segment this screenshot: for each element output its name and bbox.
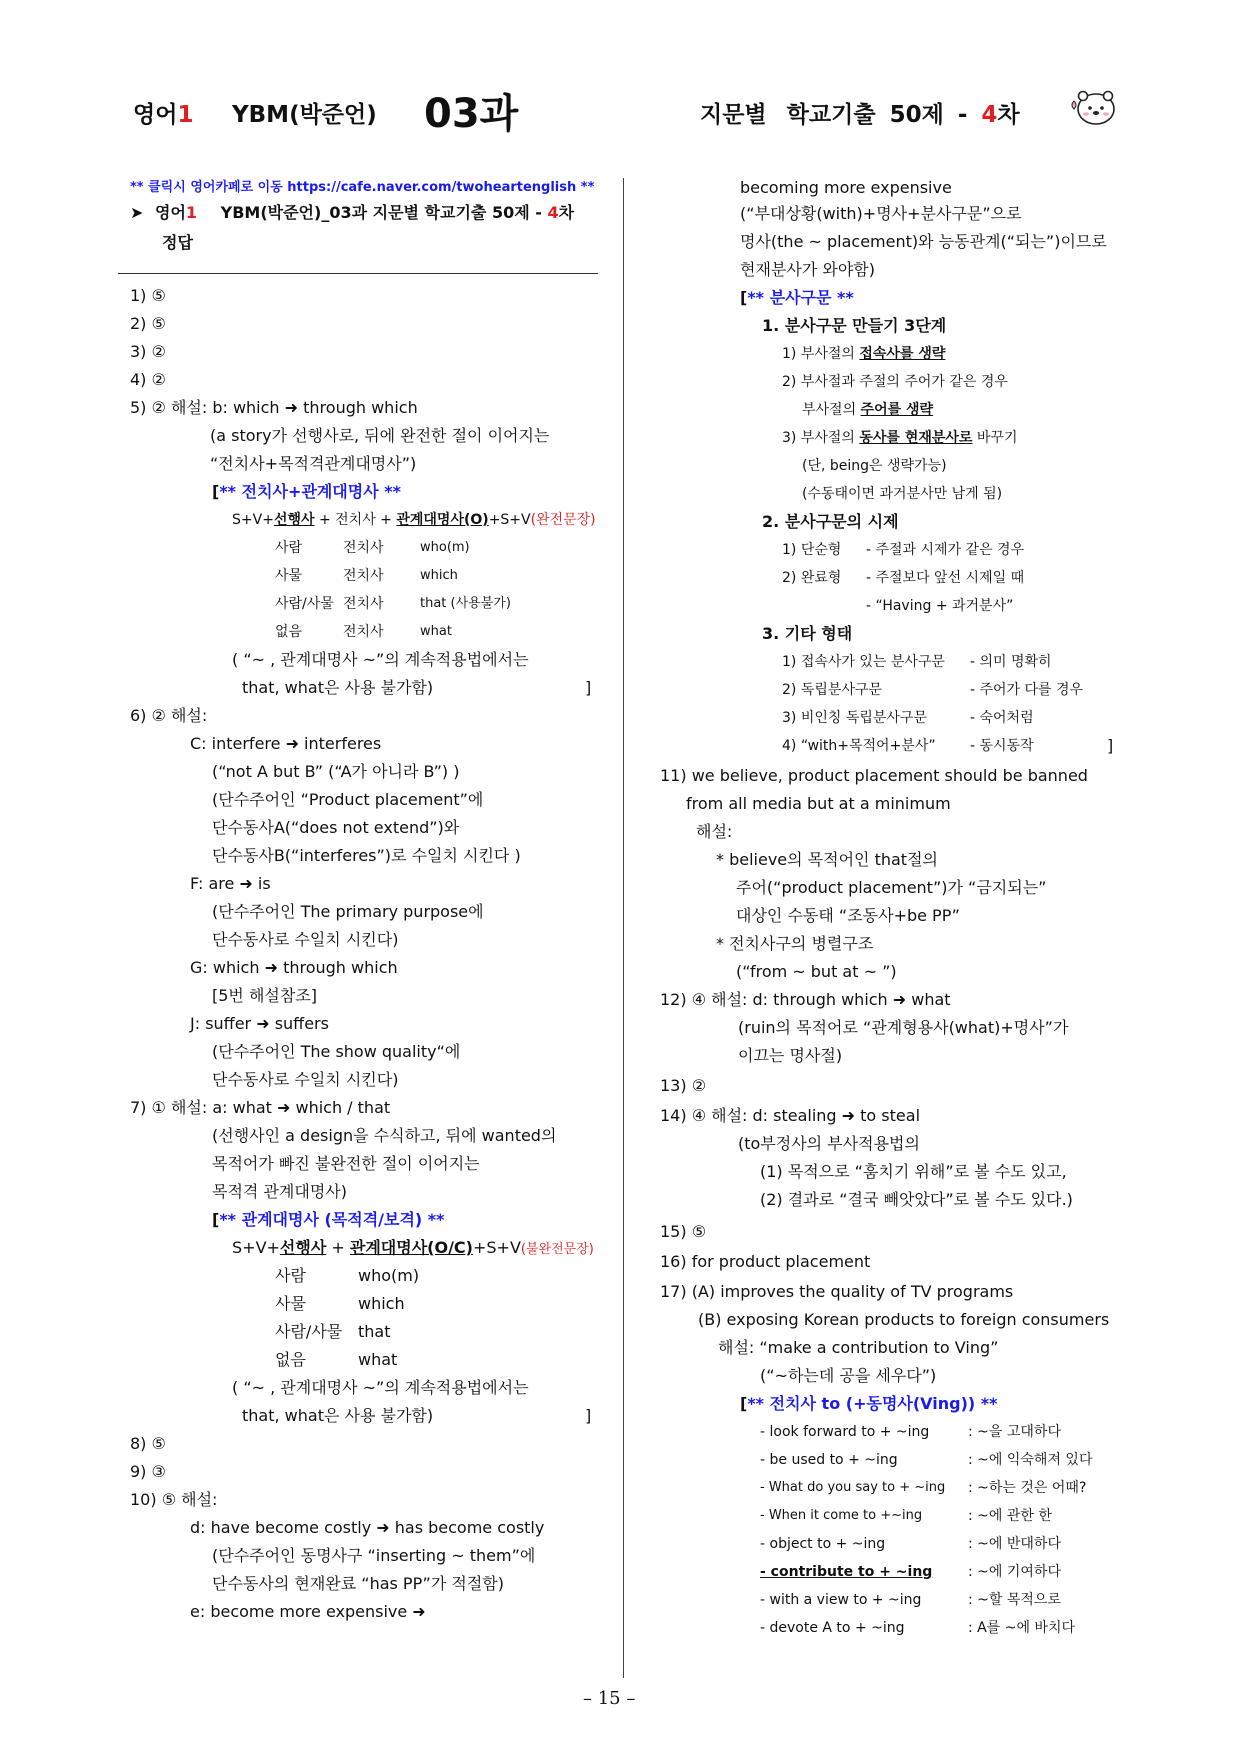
answer-11: 11) we believe, product placement should be banned: [660, 766, 1088, 785]
round-num: 4: [981, 102, 998, 128]
table-cell: who(m): [420, 540, 470, 555]
column-divider: [623, 178, 624, 1678]
phrase-item: - look forward to + ~ing: [760, 1424, 930, 1440]
form-item: 3) 비인칭 독립분사구문: [782, 710, 927, 726]
bear-mascot-icon: [1070, 84, 1118, 132]
answer-14-note: (to부정사의 부사적용법의: [738, 1134, 920, 1153]
section-heading: 3. 기타 형태: [762, 624, 853, 643]
formula-antecedent: 선행사: [279, 1238, 327, 1257]
tense-desc: - 주절보다 앞선 시제일 때: [866, 570, 1025, 586]
answer-14-note: (2) 결과로 “결국 빼앗았다”로 볼 수도 있다.): [760, 1190, 1073, 1209]
box-participle: [740, 284, 854, 312]
box-title: ** 전치사 to (+동명사(Ving)) **: [747, 1394, 998, 1413]
box-bracket-close: ]: [1107, 736, 1114, 755]
formula-note: (완전문장): [530, 512, 596, 528]
phrase-meaning: : ~하는 것은 어때?: [968, 1480, 1087, 1496]
answer-3: 3) ②: [130, 342, 166, 361]
answer-11-label: 해설:: [696, 822, 733, 841]
table-cell: that: [358, 1322, 391, 1341]
table-cell: which: [358, 1294, 405, 1313]
box-relative-pronoun-obj: [212, 1206, 445, 1234]
answer-2: 2) ⑤: [130, 314, 166, 333]
box-prep-to: [740, 1390, 998, 1418]
form-item: 4) “with+목적어+분사”: [782, 738, 936, 754]
answer-6-c-note: (“not A but B” (“A가 아니라 B”) ): [212, 762, 460, 781]
answer-11-note: * believe의 목적어인 that절의: [716, 850, 938, 869]
answer-10-d-note: (단수주어인 동명사구 “inserting ~ them”에: [212, 1546, 536, 1565]
table-cell: 사물: [275, 1294, 306, 1313]
answer-6-f: F: are ➜ is: [190, 874, 271, 893]
box-note-2: that, what은 사용 불가함): [242, 1406, 434, 1425]
form-item: 2) 독립분사구문: [782, 682, 882, 698]
answer-10-e-note: 현재분사가 와야함): [740, 260, 875, 279]
title-count: 50제: [889, 102, 944, 128]
box-title: ** 분사구문 **: [747, 288, 854, 307]
answer-6-c-note: (단수주어인 “Product placement”에: [212, 790, 484, 809]
answer-6-f-note: 단수동사로 수일치 시킨다): [212, 930, 399, 949]
heading-title: YBM(박준언)_03과 지문별 학교기출 50제 -: [220, 203, 548, 222]
answer-14: 14) ④ 해설: d: stealing ➜ to steal: [660, 1106, 921, 1125]
form-desc: - 의미 명확히: [970, 654, 1052, 670]
formula-pronoun: 관계대명사(O/C): [349, 1238, 473, 1257]
answer-16: 16) for product placement: [660, 1252, 871, 1271]
answer-14-note: (1) 목적으로 “훔치기 위해”로 볼 수도 있고,: [760, 1162, 1067, 1181]
title-mid: 학교기출: [786, 102, 876, 128]
heading-subject: 영어: [154, 203, 186, 222]
answer-10-d-note: 단수동사의 현재완료 “has PP”가 적절함): [212, 1574, 504, 1593]
answer-11-note: * 전치사구의 병렬구조: [716, 934, 874, 953]
box-note-1: ( “~ , 관계대명사 ~”의 계속적용법에서는: [232, 1378, 529, 1397]
box-bracket: [: [740, 1394, 748, 1413]
table-cell: 전치사: [343, 624, 384, 640]
formula-part: S+V+: [232, 1238, 280, 1257]
form-desc: - 주어가 다를 경우: [970, 682, 1084, 698]
formula-part: +S+V: [472, 1238, 521, 1257]
phrase-meaning: : ~할 목적으로: [968, 1592, 1061, 1608]
table-cell: what: [358, 1350, 398, 1369]
answer-5: 5) ② 해설: b: which ➜ through which: [130, 398, 418, 417]
header-lesson: 03과: [424, 91, 519, 137]
box-note-2: that, what은 사용 불가함): [242, 678, 434, 697]
tense-desc: - 주절과 시제가 같은 경우: [866, 542, 1025, 558]
step-emphasis: 접속사를 생략: [859, 346, 946, 362]
answer-10-d: d: have become costly ➜ has become costly: [190, 1518, 545, 1537]
subject-prefix: 영어: [133, 102, 178, 128]
box-formula: [232, 1234, 594, 1264]
answer-12: 12) ④ 해설: d: through which ➜ what: [660, 990, 951, 1009]
answer-6-g-note: [5번 해설참조]: [212, 986, 318, 1005]
step-text: 바꾸기: [972, 430, 1018, 446]
phrase-meaning: : ~을 고대하다: [968, 1424, 1061, 1440]
step-emphasis: 주어를 생략: [860, 402, 934, 418]
answer-7-note: 목적어가 빠진 불완전한 절이 이어지는: [212, 1154, 480, 1173]
table-cell: 없음: [275, 624, 303, 640]
header-subject: [133, 96, 193, 129]
answer-6-c-note: 단수동사A(“does not extend”)와: [212, 818, 460, 837]
cafe-link[interactable]: ** 클릭시 영어카페로 이동 https://cafe.naver.com/twoheartenglish **: [130, 180, 595, 195]
box-title: ** 관계대명사 (목적격/보격) **: [219, 1210, 445, 1229]
answer-11-note: (“from ~ but at ~ ”): [736, 962, 897, 981]
answer-17-note: 해설: “make a contribution to Ving”: [718, 1338, 999, 1357]
answer-6-j: J: suffer ➜ suffers: [190, 1014, 329, 1033]
phrase-meaning: : ~에 관한 한: [968, 1508, 1052, 1524]
answer-heading-2: 정답: [162, 233, 193, 252]
phrase-meaning: : ~에 기여하다: [968, 1564, 1061, 1580]
phrase-item: - devote A to + ~ing: [760, 1620, 905, 1636]
formula-part: + 전치사 +: [314, 512, 397, 528]
step-2: 2) 부사절과 주절의 주어가 같은 경우: [782, 374, 1008, 390]
table-cell: which: [420, 568, 458, 583]
page-number: – 15 –: [583, 1688, 636, 1709]
formula-antecedent: 선행사: [273, 512, 315, 528]
table-cell: that (사용불가): [420, 596, 511, 611]
phrase-meaning: : A를 ~에 바치다: [968, 1620, 1075, 1636]
formula-note: (불완전문장): [520, 1242, 594, 1257]
answer-10: 10) ⑤ 해설:: [130, 1490, 218, 1509]
table-cell: 없음: [275, 1350, 306, 1369]
answer-11-cont: from all media but at a minimum: [686, 794, 951, 813]
section-heading: 1. 분사구문 만들기 3단계: [762, 316, 947, 335]
answer-6-j-note: 단수동사로 수일치 시킨다): [212, 1070, 399, 1089]
answer-8: 8) ⑤: [130, 1434, 166, 1453]
header-publisher: YBM(박준언): [232, 102, 377, 128]
answer-11-note: 대상인 수동태 “조동사+be PP”: [736, 906, 960, 925]
box-bracket-close: ]: [585, 1406, 592, 1425]
step-emphasis: 동사를 현재분사로: [859, 430, 973, 446]
table-cell: what: [420, 624, 452, 639]
phrase-meaning: : ~에 반대하다: [968, 1536, 1061, 1552]
step-text: 1) 부사절의: [782, 346, 860, 362]
answer-10-e-note: 명사(the ~ placement)와 능동관계(“되는”)이므로: [740, 232, 1107, 251]
step-text: 부사절의: [802, 402, 861, 418]
answer-6-f-note: (단수주어인 The primary purpose에: [212, 902, 484, 921]
formula-part: +S+V: [488, 512, 531, 528]
answer-13: 13) ②: [660, 1076, 707, 1095]
step-3-note: (단, being은 생략가능): [802, 458, 947, 474]
phrase-item: - be used to + ~ing: [760, 1452, 898, 1468]
answer-7-note: (선행사인 a design을 수식하고, 뒤에 wanted의: [212, 1126, 557, 1145]
table-cell: 사람: [275, 1266, 306, 1285]
answer-6-c: C: interfere ➜ interferes: [190, 734, 382, 753]
formula-pronoun: 관계대명사(O): [396, 512, 489, 528]
box-title: ** 전치사+관계대명사 **: [219, 482, 401, 501]
phrase-item: - object to + ~ing: [760, 1536, 886, 1552]
table-cell: 사물: [275, 568, 303, 584]
box-bracket: [: [212, 1210, 220, 1229]
section-heading: 2. 분사구문의 시제: [762, 512, 899, 531]
answer-6-g: G: which ➜ through which: [190, 958, 398, 977]
phrase-item: - with a view to + ~ing: [760, 1592, 922, 1608]
header-title: [700, 96, 1020, 129]
answer-15: 15) ⑤: [660, 1222, 707, 1241]
answer-11-note: 주어(“product placement”)가 “금지되는”: [736, 878, 1047, 897]
table-cell: 사람/사물: [275, 596, 334, 612]
formula-part: S+V+: [232, 512, 274, 528]
box-bracket-close: ]: [585, 678, 592, 697]
table-cell: 사람: [275, 540, 303, 556]
table-cell: 전치사: [343, 540, 384, 556]
form-item: 1) 접속사가 있는 분사구문: [782, 654, 945, 670]
title-left: 지문별: [700, 102, 767, 128]
tense-desc: - “Having + 과거분사”: [866, 598, 1014, 614]
table-cell: 전치사: [343, 568, 384, 584]
phrase-item: - What do you say to + ~ing: [760, 1480, 946, 1495]
form-desc: - 동시동작: [970, 738, 1034, 754]
title-dash: -: [957, 102, 968, 128]
formula-part: +: [326, 1238, 350, 1257]
subject-num: 1: [177, 102, 194, 128]
answer-5-note-1: (a story가 선행사로, 뒤에 완전한 절이 이어지는: [210, 426, 550, 445]
answer-12-note: (ruin의 목적어로 “관계형용사(what)+명사”가: [738, 1018, 1069, 1037]
answer-7: 7) ① 해설: a: what ➜ which / that: [130, 1098, 391, 1117]
box-formula: [232, 506, 596, 534]
phrase-item: - contribute to + ~ing: [760, 1564, 933, 1580]
box-bracket: [: [212, 482, 220, 501]
tense-item: 2) 완료형: [782, 570, 842, 586]
box-bracket: [: [740, 288, 748, 307]
answer-7-note: 목적격 관계대명사): [212, 1182, 347, 1201]
phrase-meaning: : ~에 익숙해져 있다: [968, 1452, 1093, 1468]
step-1: [782, 340, 945, 368]
round-suffix: 차: [997, 102, 1020, 128]
answer-12-note: 이끄는 명사절): [738, 1046, 843, 1065]
box-note-1: ( “~ , 관계대명사 ~”의 계속적용법에서는: [232, 650, 529, 669]
answer-6-j-note: (단수주어인 The show quality“에: [212, 1042, 461, 1061]
answer-4: 4) ②: [130, 370, 166, 389]
table-cell: 전치사: [343, 596, 384, 612]
answer-17: 17) (A) improves the quality of TV programs: [660, 1282, 1014, 1301]
answer-heading: ➤ 영어1 YBM(박준언)_03과 지문별 학교기출 50제 - 4차: [130, 203, 575, 222]
box-relative-pronoun-prep: [212, 478, 401, 506]
answer-10-e-note: (“부대상황(with)+명사+분사구문”으로: [740, 204, 1022, 223]
form-desc: - 숙어처럼: [970, 710, 1034, 726]
answer-5-note-2: “전치사+목적격관계대명사”): [210, 454, 417, 473]
answer-17-note: (“~하는데 공을 세우다”): [760, 1366, 937, 1385]
table-cell: 사람/사물: [275, 1322, 343, 1341]
heading-round-suffix: 차: [558, 203, 575, 222]
answer-10-e-cont: becoming more expensive: [740, 178, 952, 197]
answer-10-e: e: become more expensive ➜: [190, 1602, 426, 1621]
answer-6-c-note: 단수동사B(“interferes”)로 수일치 시킨다 ): [212, 846, 521, 865]
step-2-cont: [802, 396, 933, 424]
heading-rule: [118, 273, 598, 274]
step-3: [782, 424, 1017, 452]
step-text: 3) 부사절의: [782, 430, 860, 446]
phrase-item: - When it come to +~ing: [760, 1508, 923, 1523]
step-3-note: (수동태이면 과거분사만 남게 됨): [802, 486, 1003, 502]
tense-item: 1) 단순형: [782, 542, 842, 558]
heading-round: 4: [547, 203, 559, 222]
heading-subject-num: 1: [185, 203, 198, 222]
answer-1: 1) ⑤: [130, 286, 166, 305]
table-cell: who(m): [358, 1266, 420, 1285]
answer-9: 9) ③: [130, 1462, 166, 1481]
answer-17-b: (B) exposing Korean products to foreign consumers: [698, 1310, 1110, 1329]
answer-6: 6) ② 해설:: [130, 706, 208, 725]
